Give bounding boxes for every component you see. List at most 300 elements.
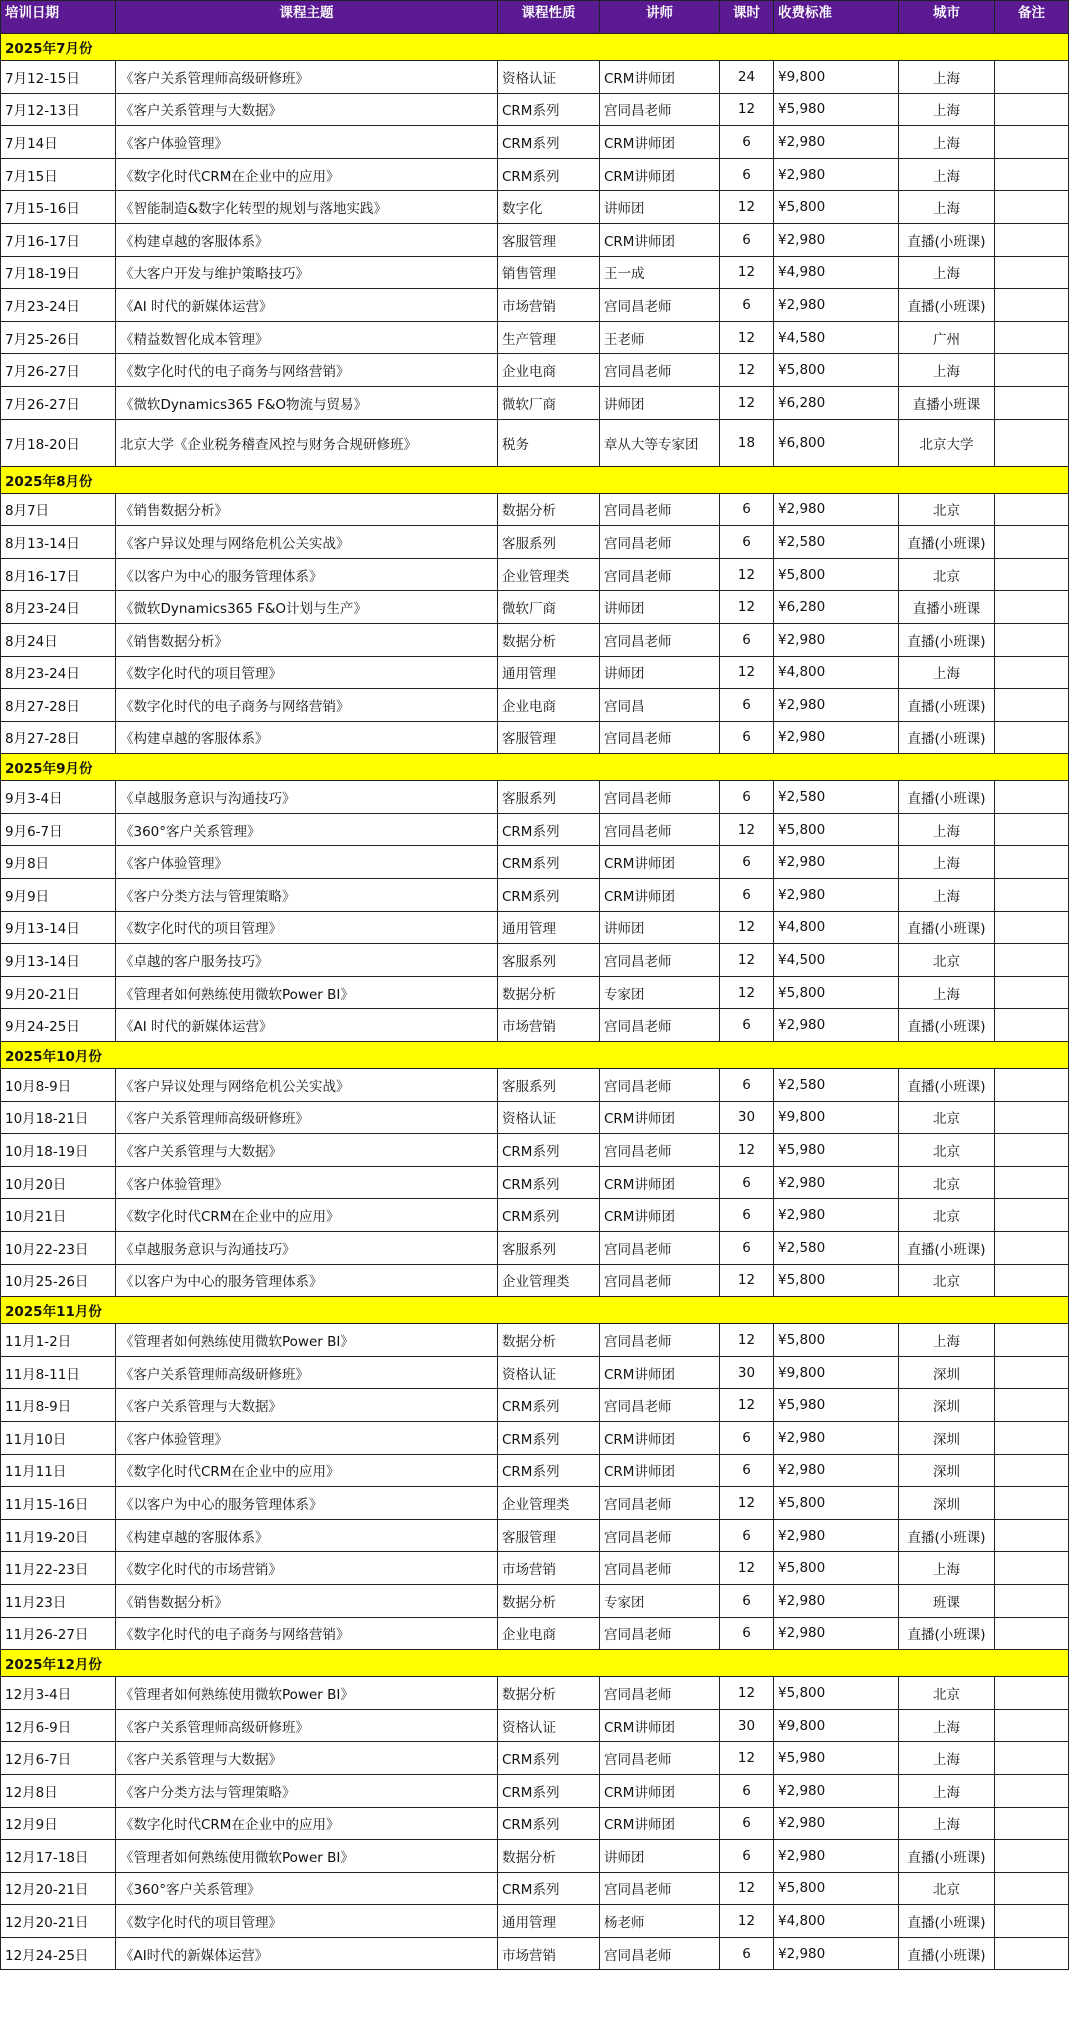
cell-topic: 《微软Dynamics365 F&O计划与生产》 <box>116 591 498 624</box>
cell-fee: ¥2,980 <box>774 1166 899 1199</box>
table-row <box>1 944 1069 977</box>
cell-date: 11月8-11日 <box>1 1356 116 1389</box>
cell-date: 8月27-28日 <box>1 689 116 722</box>
cell-teacher: 宫同昌老师 <box>600 93 720 126</box>
cell-note <box>995 781 1069 814</box>
cell-teacher: 宫同昌老师 <box>600 1617 720 1650</box>
cell-type: 资格认证 <box>498 1709 600 1742</box>
header-date: 培训日期 <box>1 1 116 34</box>
cell-city: 上海 <box>899 191 995 224</box>
cell-date: 7月12-15日 <box>1 61 116 94</box>
cell-hours: 6 <box>720 623 774 656</box>
cell-type: CRM系列 <box>498 1199 600 1232</box>
cell-teacher: 宫同昌老师 <box>600 1487 720 1520</box>
cell-city: 北京 <box>899 1101 995 1134</box>
table-body <box>1 34 1069 1970</box>
cell-type: 客服系列 <box>498 944 600 977</box>
cell-hours: 6 <box>720 1617 774 1650</box>
month-header-row <box>1 754 1069 781</box>
cell-topic: 《数字化时代的电子商务与网络营销》 <box>116 689 498 722</box>
table-row <box>1 419 1069 466</box>
cell-city: 深圳 <box>899 1421 995 1454</box>
table-row <box>1 1264 1069 1297</box>
cell-date: 7月12-13日 <box>1 93 116 126</box>
cell-type: 数据分析 <box>498 1324 600 1357</box>
cell-note <box>995 689 1069 722</box>
cell-topic: 《管理者如何熟练使用微软Power BI》 <box>116 1677 498 1710</box>
cell-topic: 《数字化时代的项目管理》 <box>116 656 498 689</box>
table-row <box>1 223 1069 256</box>
cell-teacher: 宫同昌老师 <box>600 526 720 559</box>
cell-teacher: CRM讲师团 <box>600 1166 720 1199</box>
cell-hours: 12 <box>720 191 774 224</box>
cell-fee: ¥9,800 <box>774 1709 899 1742</box>
cell-fee: ¥6,800 <box>774 419 899 466</box>
table-row <box>1 1742 1069 1775</box>
table-row <box>1 1617 1069 1650</box>
cell-type: 市场营销 <box>498 1009 600 1042</box>
cell-type: 企业电商 <box>498 689 600 722</box>
cell-type: CRM系列 <box>498 1166 600 1199</box>
cell-hours: 6 <box>720 1454 774 1487</box>
cell-hours: 12 <box>720 93 774 126</box>
cell-fee: ¥2,980 <box>774 623 899 656</box>
table-row <box>1 976 1069 1009</box>
cell-topic: 《构建卓越的客服体系》 <box>116 721 498 754</box>
cell-hours: 12 <box>720 256 774 289</box>
table-row <box>1 879 1069 912</box>
cell-fee: ¥5,800 <box>774 1552 899 1585</box>
month-title: 2025年10月份 <box>1 1042 1069 1069</box>
cell-hours: 30 <box>720 1356 774 1389</box>
month-header-row <box>1 34 1069 61</box>
cell-topic: 《客户体验管理》 <box>116 126 498 159</box>
table-row <box>1 493 1069 526</box>
cell-fee: ¥5,800 <box>774 1487 899 1520</box>
header-city: 城市 <box>899 1 995 34</box>
cell-city: 直播(小班课) <box>899 1232 995 1265</box>
cell-note <box>995 223 1069 256</box>
table-row <box>1 813 1069 846</box>
table-row <box>1 911 1069 944</box>
cell-teacher: 杨老师 <box>600 1905 720 1938</box>
cell-type: 通用管理 <box>498 1905 600 1938</box>
cell-city: 上海 <box>899 354 995 387</box>
cell-city: 北京 <box>899 1677 995 1710</box>
cell-type: CRM系列 <box>498 1742 600 1775</box>
cell-type: CRM系列 <box>498 1807 600 1840</box>
cell-fee: ¥4,500 <box>774 944 899 977</box>
cell-city: 深圳 <box>899 1454 995 1487</box>
cell-date: 11月10日 <box>1 1421 116 1454</box>
cell-city: 上海 <box>899 976 995 1009</box>
cell-teacher: 讲师团 <box>600 656 720 689</box>
cell-city: 上海 <box>899 1552 995 1585</box>
cell-date: 9月24-25日 <box>1 1009 116 1042</box>
header-teacher: 讲师 <box>600 1 720 34</box>
cell-topic: 《卓越服务意识与沟通技巧》 <box>116 781 498 814</box>
cell-city: 上海 <box>899 1774 995 1807</box>
table-row <box>1 689 1069 722</box>
cell-topic: 《客户关系管理与大数据》 <box>116 1742 498 1775</box>
cell-note <box>995 591 1069 624</box>
cell-note <box>995 1101 1069 1134</box>
month-header-row <box>1 1650 1069 1677</box>
cell-type: 微软厂商 <box>498 591 600 624</box>
cell-type: 企业电商 <box>498 1617 600 1650</box>
cell-topic: 《管理者如何熟练使用微软Power BI》 <box>116 1840 498 1873</box>
cell-date: 9月13-14日 <box>1 911 116 944</box>
cell-hours: 30 <box>720 1101 774 1134</box>
cell-date: 12月8日 <box>1 1774 116 1807</box>
cell-date: 10月21日 <box>1 1199 116 1232</box>
cell-fee: ¥4,580 <box>774 321 899 354</box>
cell-teacher: 宫同昌老师 <box>600 1134 720 1167</box>
cell-note <box>995 1264 1069 1297</box>
cell-topic: 《客户关系管理与大数据》 <box>116 1389 498 1422</box>
cell-fee: ¥5,980 <box>774 1742 899 1775</box>
table-row <box>1 526 1069 559</box>
cell-teacher: 宫同昌老师 <box>600 1519 720 1552</box>
cell-city: 上海 <box>899 1709 995 1742</box>
cell-hours: 6 <box>720 879 774 912</box>
cell-date: 7月18-19日 <box>1 256 116 289</box>
cell-city: 北京 <box>899 1264 995 1297</box>
cell-date: 11月11日 <box>1 1454 116 1487</box>
cell-date: 11月23日 <box>1 1584 116 1617</box>
cell-teacher: CRM讲师团 <box>600 1807 720 1840</box>
cell-hours: 6 <box>720 1519 774 1552</box>
cell-fee: ¥5,800 <box>774 1264 899 1297</box>
month-title: 2025年9月份 <box>1 754 1069 781</box>
cell-hours: 24 <box>720 61 774 94</box>
table-row <box>1 93 1069 126</box>
table-row <box>1 321 1069 354</box>
cell-fee: ¥9,800 <box>774 1101 899 1134</box>
cell-fee: ¥5,980 <box>774 1389 899 1422</box>
cell-date: 12月6-7日 <box>1 1742 116 1775</box>
cell-date: 7月25-26日 <box>1 321 116 354</box>
cell-teacher: 宫同昌老师 <box>600 1324 720 1357</box>
cell-note <box>995 1584 1069 1617</box>
cell-city: 深圳 <box>899 1487 995 1520</box>
cell-date: 7月15-16日 <box>1 191 116 224</box>
cell-date: 11月15-16日 <box>1 1487 116 1520</box>
cell-fee: ¥2,580 <box>774 781 899 814</box>
table-row <box>1 1166 1069 1199</box>
cell-topic: 《360°客户关系管理》 <box>116 813 498 846</box>
cell-type: CRM系列 <box>498 1134 600 1167</box>
cell-fee: ¥2,980 <box>774 493 899 526</box>
cell-city: 北京 <box>899 1134 995 1167</box>
cell-date: 12月20-21日 <box>1 1905 116 1938</box>
header-hours: 课时 <box>720 1 774 34</box>
cell-city: 直播(小班课) <box>899 689 995 722</box>
cell-city: 直播(小班课) <box>899 911 995 944</box>
cell-teacher: CRM讲师团 <box>600 126 720 159</box>
table-row <box>1 1199 1069 1232</box>
cell-type: CRM系列 <box>498 846 600 879</box>
cell-fee: ¥5,800 <box>774 1677 899 1710</box>
cell-date: 9月6-7日 <box>1 813 116 846</box>
cell-type: 企业管理类 <box>498 1487 600 1520</box>
table-row <box>1 289 1069 322</box>
cell-teacher: 宫同昌老师 <box>600 1232 720 1265</box>
table-row <box>1 354 1069 387</box>
cell-note <box>995 526 1069 559</box>
month-title: 2025年12月份 <box>1 1650 1069 1677</box>
cell-fee: ¥2,980 <box>774 223 899 256</box>
cell-note <box>995 256 1069 289</box>
cell-hours: 12 <box>720 1487 774 1520</box>
cell-note <box>995 93 1069 126</box>
cell-city: 上海 <box>899 1742 995 1775</box>
cell-date: 12月3-4日 <box>1 1677 116 1710</box>
cell-city: 上海 <box>899 656 995 689</box>
cell-topic: 《大客户开发与维护策略技巧》 <box>116 256 498 289</box>
cell-teacher: 宫同昌老师 <box>600 1069 720 1102</box>
cell-date: 10月18-21日 <box>1 1101 116 1134</box>
cell-city: 广州 <box>899 321 995 354</box>
cell-topic: 《销售数据分析》 <box>116 493 498 526</box>
cell-type: 市场营销 <box>498 289 600 322</box>
month-header-row <box>1 466 1069 493</box>
cell-hours: 12 <box>720 558 774 591</box>
cell-topic: 《数字化时代CRM在企业中的应用》 <box>116 1807 498 1840</box>
cell-teacher: 宫同昌老师 <box>600 1009 720 1042</box>
cell-hours: 12 <box>720 656 774 689</box>
table-row <box>1 1584 1069 1617</box>
cell-hours: 6 <box>720 721 774 754</box>
cell-note <box>995 1069 1069 1102</box>
cell-note <box>995 1840 1069 1873</box>
cell-topic: 《数字化时代CRM在企业中的应用》 <box>116 158 498 191</box>
cell-type: 数据分析 <box>498 1677 600 1710</box>
cell-topic: 《数字化时代的电子商务与网络营销》 <box>116 354 498 387</box>
cell-fee: ¥2,980 <box>774 126 899 159</box>
cell-topic: 《AI 时代的新媒体运营》 <box>116 1009 498 1042</box>
cell-fee: ¥4,980 <box>774 256 899 289</box>
cell-date: 9月13-14日 <box>1 944 116 977</box>
cell-city: 北京 <box>899 493 995 526</box>
cell-type: 客服系列 <box>498 526 600 559</box>
cell-hours: 12 <box>720 1872 774 1905</box>
cell-date: 8月24日 <box>1 623 116 656</box>
cell-city: 上海 <box>899 813 995 846</box>
cell-note <box>995 1454 1069 1487</box>
table-row <box>1 1389 1069 1422</box>
table-row <box>1 1872 1069 1905</box>
cell-topic: 《客户体验管理》 <box>116 846 498 879</box>
cell-date: 7月18-20日 <box>1 419 116 466</box>
cell-note <box>995 1009 1069 1042</box>
cell-note <box>995 191 1069 224</box>
cell-note <box>995 493 1069 526</box>
cell-fee: ¥2,980 <box>774 1454 899 1487</box>
cell-hours: 12 <box>720 813 774 846</box>
cell-fee: ¥9,800 <box>774 61 899 94</box>
cell-note <box>995 976 1069 1009</box>
cell-note <box>995 1677 1069 1710</box>
cell-hours: 6 <box>720 289 774 322</box>
cell-note <box>995 1709 1069 1742</box>
cell-teacher: CRM讲师团 <box>600 879 720 912</box>
cell-city: 北京 <box>899 1199 995 1232</box>
cell-topic: 《销售数据分析》 <box>116 623 498 656</box>
cell-hours: 6 <box>720 126 774 159</box>
cell-city: 直播(小班课) <box>899 1840 995 1873</box>
cell-topic: 《客户体验管理》 <box>116 1421 498 1454</box>
cell-fee: ¥2,980 <box>774 721 899 754</box>
table-row <box>1 1677 1069 1710</box>
cell-teacher: 宫同昌老师 <box>600 1552 720 1585</box>
cell-hours: 12 <box>720 1905 774 1938</box>
cell-city: 北京 <box>899 1166 995 1199</box>
cell-hours: 12 <box>720 591 774 624</box>
table-row <box>1 1487 1069 1520</box>
cell-topic: 《卓越服务意识与沟通技巧》 <box>116 1232 498 1265</box>
cell-city: 深圳 <box>899 1389 995 1422</box>
cell-fee: ¥2,580 <box>774 526 899 559</box>
cell-topic: 《AI时代的新媒体运营》 <box>116 1937 498 1970</box>
table-row <box>1 1324 1069 1357</box>
cell-date: 9月3-4日 <box>1 781 116 814</box>
cell-date: 8月23-24日 <box>1 656 116 689</box>
cell-city: 直播(小班课) <box>899 526 995 559</box>
cell-type: 企业管理类 <box>498 1264 600 1297</box>
cell-type: CRM系列 <box>498 879 600 912</box>
cell-teacher: CRM讲师团 <box>600 1421 720 1454</box>
cell-fee: ¥4,800 <box>774 1905 899 1938</box>
cell-date: 10月25-26日 <box>1 1264 116 1297</box>
cell-date: 12月9日 <box>1 1807 116 1840</box>
cell-note <box>995 1487 1069 1520</box>
cell-hours: 12 <box>720 911 774 944</box>
cell-type: 销售管理 <box>498 256 600 289</box>
table-row <box>1 591 1069 624</box>
cell-type: 通用管理 <box>498 656 600 689</box>
cell-city: 班课 <box>899 1584 995 1617</box>
cell-date: 8月16-17日 <box>1 558 116 591</box>
table-row <box>1 1905 1069 1938</box>
cell-teacher: 宫同昌老师 <box>600 944 720 977</box>
cell-fee: ¥2,980 <box>774 158 899 191</box>
cell-topic: 《客户体验管理》 <box>116 1166 498 1199</box>
cell-topic: 《数字化时代CRM在企业中的应用》 <box>116 1199 498 1232</box>
table-row <box>1 1840 1069 1873</box>
cell-city: 直播(小班课) <box>899 623 995 656</box>
cell-date: 7月23-24日 <box>1 289 116 322</box>
cell-date: 9月9日 <box>1 879 116 912</box>
cell-hours: 6 <box>720 1421 774 1454</box>
cell-type: 资格认证 <box>498 1356 600 1389</box>
cell-date: 11月19-20日 <box>1 1519 116 1552</box>
cell-teacher: 宫同昌老师 <box>600 1742 720 1775</box>
cell-type: 市场营销 <box>498 1552 600 1585</box>
cell-date: 10月8-9日 <box>1 1069 116 1102</box>
cell-topic: 《管理者如何熟练使用微软Power BI》 <box>116 976 498 1009</box>
cell-hours: 12 <box>720 944 774 977</box>
cell-topic: 《卓越的客户服务技巧》 <box>116 944 498 977</box>
cell-topic: 《精益数智化成本管理》 <box>116 321 498 354</box>
cell-topic: 《销售数据分析》 <box>116 1584 498 1617</box>
cell-teacher: 讲师团 <box>600 386 720 419</box>
cell-hours: 18 <box>720 419 774 466</box>
cell-topic: 《客户关系管理与大数据》 <box>116 93 498 126</box>
cell-note <box>995 1742 1069 1775</box>
cell-date: 9月8日 <box>1 846 116 879</box>
cell-note <box>995 656 1069 689</box>
cell-type: 税务 <box>498 419 600 466</box>
cell-type: 企业管理类 <box>498 558 600 591</box>
table-row <box>1 256 1069 289</box>
cell-type: 资格认证 <box>498 1101 600 1134</box>
cell-teacher: 宫同昌老师 <box>600 1937 720 1970</box>
cell-topic: 《360°客户关系管理》 <box>116 1872 498 1905</box>
cell-topic: 《客户异议处理与网络危机公关实战》 <box>116 526 498 559</box>
cell-topic: 《数字化时代的项目管理》 <box>116 911 498 944</box>
cell-topic: 《智能制造&数字化转型的规划与落地实践》 <box>116 191 498 224</box>
cell-city: 上海 <box>899 93 995 126</box>
cell-type: CRM系列 <box>498 1389 600 1422</box>
cell-city: 直播(小班课) <box>899 1009 995 1042</box>
cell-note <box>995 879 1069 912</box>
cell-fee: ¥2,980 <box>774 879 899 912</box>
cell-fee: ¥2,980 <box>774 846 899 879</box>
cell-teacher: CRM讲师团 <box>600 846 720 879</box>
cell-date: 8月13-14日 <box>1 526 116 559</box>
cell-fee: ¥4,800 <box>774 656 899 689</box>
cell-type: 市场营销 <box>498 1937 600 1970</box>
cell-city: 上海 <box>899 846 995 879</box>
cell-hours: 12 <box>720 321 774 354</box>
cell-type: 数据分析 <box>498 1584 600 1617</box>
cell-note <box>995 944 1069 977</box>
cell-topic: 《以客户为中心的服务管理体系》 <box>116 1264 498 1297</box>
cell-note <box>995 1389 1069 1422</box>
cell-topic: 《以客户为中心的服务管理体系》 <box>116 1487 498 1520</box>
cell-city: 北京大学 <box>899 419 995 466</box>
cell-note <box>995 1807 1069 1840</box>
header-fee: 收费标准 <box>774 1 899 34</box>
cell-type: 数字化 <box>498 191 600 224</box>
cell-note <box>995 1232 1069 1265</box>
cell-teacher: 讲师团 <box>600 191 720 224</box>
cell-topic: 《微软Dynamics365 F&O物流与贸易》 <box>116 386 498 419</box>
cell-teacher: CRM讲师团 <box>600 1709 720 1742</box>
cell-fee: ¥5,800 <box>774 813 899 846</box>
cell-note <box>995 1199 1069 1232</box>
cell-note <box>995 1324 1069 1357</box>
table-row <box>1 623 1069 656</box>
cell-date: 7月16-17日 <box>1 223 116 256</box>
cell-type: 通用管理 <box>498 911 600 944</box>
cell-note <box>995 1421 1069 1454</box>
table-row <box>1 656 1069 689</box>
table-row <box>1 1356 1069 1389</box>
table-row <box>1 721 1069 754</box>
table-row <box>1 1709 1069 1742</box>
cell-hours: 12 <box>720 1552 774 1585</box>
cell-fee: ¥2,980 <box>774 1840 899 1873</box>
cell-type: 客服系列 <box>498 1069 600 1102</box>
cell-city: 上海 <box>899 1807 995 1840</box>
cell-fee: ¥2,980 <box>774 1421 899 1454</box>
header-type: 课程性质 <box>498 1 600 34</box>
cell-note <box>995 1134 1069 1167</box>
cell-teacher: CRM讲师团 <box>600 61 720 94</box>
cell-fee: ¥2,580 <box>774 1069 899 1102</box>
